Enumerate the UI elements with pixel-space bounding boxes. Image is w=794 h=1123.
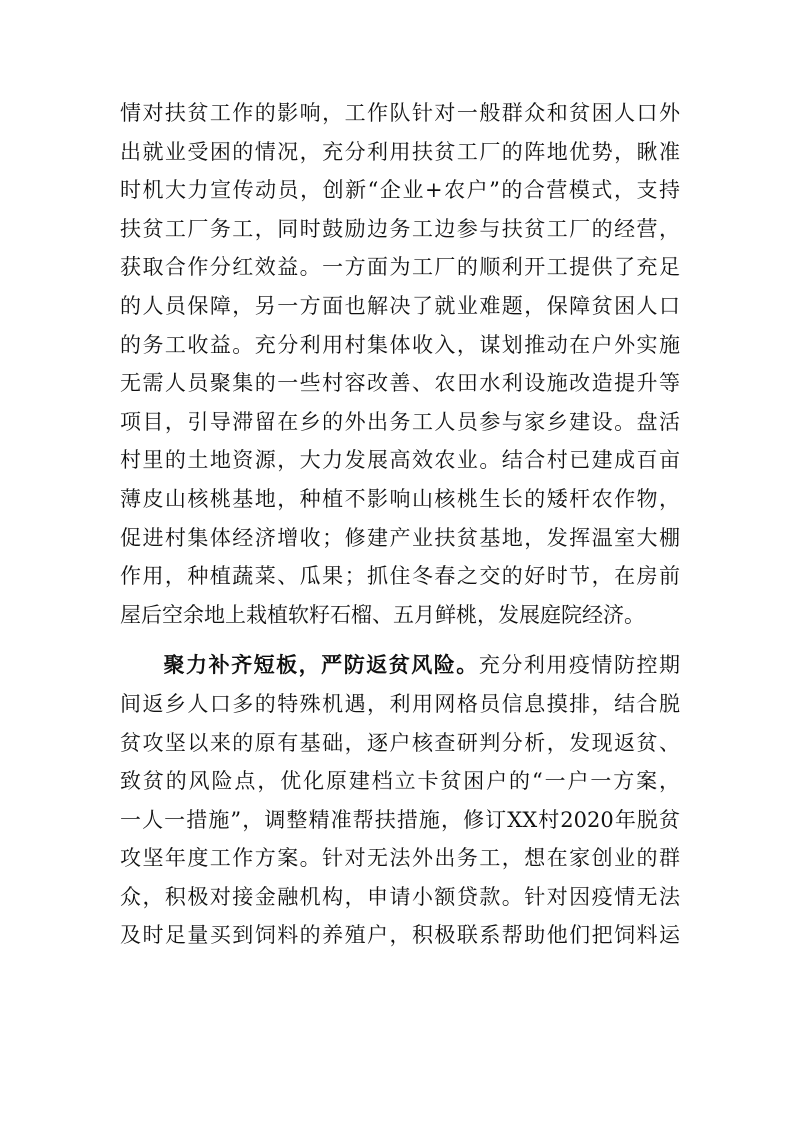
text-line: 时机大力宣传动员，创新“企业+农户”的合营模式，支持 — [120, 178, 680, 203]
text-line: 攻坚年度工作方案。针对无法外出务工，想在家创业的群 — [120, 846, 680, 871]
text-line: 情对扶贫工作的影响，工作队针对一般群众和贫困人口外 — [120, 101, 680, 125]
text-line: 无需人员聚集的一些村容改善、农田水利设施改造提升等 — [120, 371, 680, 396]
paragraph-gap — [120, 634, 680, 646]
text-line: 贫攻坚以来的原有基础，逐户核查研判分析，发现返贫、 — [120, 730, 680, 755]
paragraph-heading: 聚力补齐短板，严防返贫风险。 — [162, 652, 479, 678]
text-line: 的务工收益。充分利用村集体收入，谋划推动在户外实施 — [120, 332, 680, 357]
text-line: 出就业受困的情况，充分利用扶贫工厂的阵地优势，瞅准 — [120, 139, 680, 164]
body-text — [120, 94, 680, 955]
text-line: 薄皮山核桃基地，种植不影响山核桃生长的矮杆农作物， — [120, 486, 680, 511]
text-line: 获取合作分红效益。一方面为工厂的顺利开工提供了充足 — [120, 255, 680, 280]
text-line: 作用，种植蔬菜、瓜果；抓住冬春之交的好时节，在房前 — [120, 564, 680, 589]
text-line: 及时足量买到饲料的养殖户，积极联系帮助他们把饲料运 — [120, 923, 680, 948]
text-line: 促进村集体经济增收；修建产业扶贫基地，发挥温室大棚 — [120, 525, 680, 550]
text-line: 致贫的风险点，优化原建档立卡贫困户的“一户一方案， — [120, 769, 680, 794]
text-line: 的人员保障，另一方面也解决了就业难题，保障贫困人口 — [120, 293, 680, 318]
text-line: 扶贫工厂务工，同时鼓励边务工边参与扶贫工厂的经营， — [120, 216, 680, 241]
text-line: 项目，引导滞留在乡的外出务工人员参与家乡建设。盘活 — [120, 409, 680, 434]
paragraph-first-line-text: 充分利用疫情防控期 — [478, 653, 681, 678]
text-line: 众，积极对接金融机构，申请小额贷款。针对因疫情无法 — [120, 884, 680, 909]
text-line: 一人一措施”，调整精准帮扶措施，修订XX村2020年脱贫 — [120, 807, 680, 832]
text-line: 间返乡人口多的特殊机遇，利用网格员信息摸排，结合脱 — [120, 691, 680, 716]
text-line: 屋后空余地上栽植软籽石榴、五月鲜桃，发展庭院经济。 — [120, 602, 645, 627]
text-line: 村里的土地资源，大力发展高效农业。结合村已建成百亩 — [120, 448, 680, 473]
paragraph-first-line — [120, 646, 680, 685]
